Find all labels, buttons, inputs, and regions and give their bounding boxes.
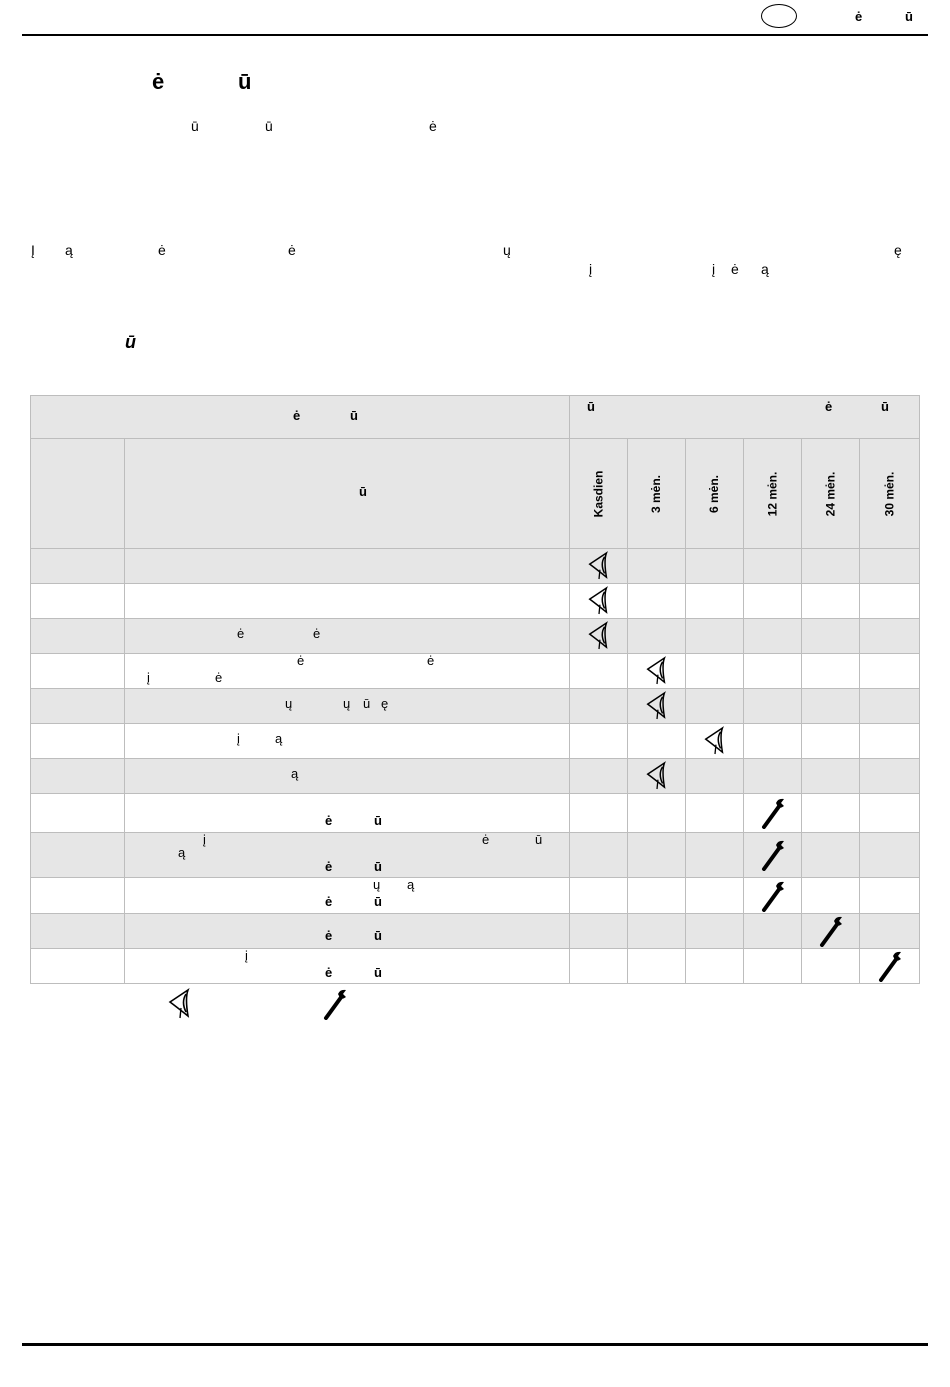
- para-char: ė: [158, 242, 166, 258]
- table-row: [31, 549, 920, 584]
- interval-cell: [802, 654, 860, 689]
- wrench-icon: [758, 880, 788, 912]
- interval-cell: [860, 619, 920, 654]
- row-desc-text: ą: [178, 845, 186, 860]
- row-desc-text: ą: [407, 877, 415, 892]
- interval-cell: [860, 549, 920, 584]
- para-char: į: [589, 261, 593, 277]
- row-desc-text: ū: [363, 696, 371, 711]
- interval-cell: [570, 949, 628, 984]
- row-desc-cell: [125, 878, 570, 914]
- table-row: [31, 794, 920, 833]
- row-code-cell: [31, 914, 125, 949]
- interval-cell: [860, 584, 920, 619]
- row-desc-cell: [125, 549, 570, 584]
- row-desc-cell: [125, 794, 570, 833]
- interval-cell: [860, 759, 920, 794]
- interval-cell: [628, 949, 686, 984]
- row-desc-text: ė: [325, 928, 333, 943]
- interval-cell: [628, 878, 686, 914]
- interval-header: [686, 439, 744, 549]
- interval-cell: [860, 833, 920, 878]
- table-col-header-code: [31, 439, 125, 549]
- table-row: [31, 878, 920, 914]
- interval-cell: [802, 619, 860, 654]
- interval-cell: [802, 549, 860, 584]
- intro-char-3: ė: [429, 118, 437, 134]
- eye-icon: [644, 761, 670, 791]
- interval-cell: [628, 833, 686, 878]
- interval-label: 3 mėn.: [649, 474, 664, 513]
- interval-cell: [802, 949, 860, 984]
- interval-header: [628, 439, 686, 549]
- row-desc-cell: [125, 689, 570, 724]
- interval-cell: [570, 914, 628, 949]
- interval-cell: [860, 724, 920, 759]
- para-char: ė: [288, 242, 296, 258]
- header-text-1: ė: [855, 9, 863, 24]
- interval-cell: [802, 914, 860, 949]
- table-row: [31, 619, 920, 654]
- interval-cell: [686, 584, 744, 619]
- row-desc-text: ū: [374, 813, 382, 828]
- page-title-part1: ė: [152, 69, 165, 94]
- table-row: [31, 654, 920, 689]
- row-code-cell: [31, 724, 125, 759]
- wrench-icon: [320, 988, 350, 1020]
- interval-header: [570, 439, 628, 549]
- interval-cell: [686, 724, 744, 759]
- row-desc-text: ė: [427, 653, 435, 668]
- interval-cell: [628, 549, 686, 584]
- interval-cell: [686, 549, 744, 584]
- row-desc-text: į: [147, 670, 150, 685]
- row-code-cell: [31, 949, 125, 984]
- interval-cell: [744, 949, 802, 984]
- interval-cell: [744, 549, 802, 584]
- row-desc-cell: [125, 833, 570, 878]
- para-char: ą: [65, 242, 73, 258]
- row-code-cell: [31, 833, 125, 878]
- interval-cell: [628, 584, 686, 619]
- row-code-cell: [31, 689, 125, 724]
- interval-cell: [570, 689, 628, 724]
- row-desc-text: ū: [535, 832, 543, 847]
- row-code-cell: [31, 549, 125, 584]
- interval-cell: [686, 654, 744, 689]
- table-row: [31, 949, 920, 984]
- row-code-cell: [31, 878, 125, 914]
- interval-cell: [570, 794, 628, 833]
- row-desc-text: ų: [373, 877, 381, 892]
- interval-cell: [802, 878, 860, 914]
- para-char: ę: [894, 242, 902, 258]
- interval-header: [802, 439, 860, 549]
- row-desc-text: ū: [374, 928, 382, 943]
- wrench-icon: [758, 797, 788, 829]
- interval-cell: [744, 878, 802, 914]
- desc-header-text: ū: [359, 484, 367, 499]
- row-desc-text: ė: [325, 965, 333, 980]
- section-title: ū: [125, 332, 136, 352]
- row-desc-text: ė: [237, 626, 245, 641]
- interval-cell: [802, 759, 860, 794]
- intro-char-1: ū: [191, 118, 199, 134]
- maintenance-table: [30, 395, 920, 984]
- wrench-icon: [758, 839, 788, 871]
- interval-cell: [802, 584, 860, 619]
- page-title-part2: ū: [238, 69, 252, 94]
- interval-cell: [570, 654, 628, 689]
- header-char: ū: [350, 408, 358, 423]
- eye-icon: [644, 656, 670, 686]
- row-desc-cell: [125, 724, 570, 759]
- interval-cell: [628, 654, 686, 689]
- row-desc-text: į: [203, 832, 206, 847]
- interval-cell: [802, 794, 860, 833]
- eye-icon: [166, 988, 194, 1020]
- interval-cell: [570, 549, 628, 584]
- interval-cell: [686, 949, 744, 984]
- header-char: ū: [587, 399, 595, 414]
- interval-cell: [686, 914, 744, 949]
- interval-cell: [744, 619, 802, 654]
- interval-cell: [744, 794, 802, 833]
- row-desc-text: ū: [374, 894, 382, 909]
- header-char: ė: [825, 399, 833, 414]
- interval-cell: [628, 794, 686, 833]
- interval-cell: [628, 759, 686, 794]
- row-desc-text: į: [245, 948, 248, 963]
- row-desc-text: ė: [297, 653, 305, 668]
- interval-cell: [686, 759, 744, 794]
- row-desc-text: ė: [482, 832, 490, 847]
- header-char: ė: [293, 408, 301, 423]
- interval-header: [744, 439, 802, 549]
- language-badge: [761, 4, 797, 28]
- interval-cell: [744, 584, 802, 619]
- interval-cell: [628, 689, 686, 724]
- intro-char-2: ū: [265, 118, 273, 134]
- row-desc-text: į: [237, 731, 240, 746]
- para-char: ą: [761, 261, 769, 277]
- interval-cell: [686, 833, 744, 878]
- row-desc-cell: [125, 654, 570, 689]
- interval-cell: [570, 878, 628, 914]
- interval-cell: [628, 914, 686, 949]
- row-desc-cell: [125, 584, 570, 619]
- row-desc-text: ą: [275, 731, 283, 746]
- interval-cell: [744, 833, 802, 878]
- interval-cell: [570, 584, 628, 619]
- interval-cell: [570, 759, 628, 794]
- para-char: į: [712, 261, 716, 277]
- table-header-left: [31, 396, 570, 439]
- interval-cell: [860, 949, 920, 984]
- row-desc-cell: [125, 619, 570, 654]
- row-desc-text: ė: [313, 626, 321, 641]
- interval-cell: [802, 724, 860, 759]
- row-desc-text: ę: [381, 696, 389, 711]
- row-code-cell: [31, 619, 125, 654]
- interval-cell: [744, 689, 802, 724]
- interval-cell: [860, 878, 920, 914]
- table-row: [31, 914, 920, 949]
- row-desc-cell: [125, 759, 570, 794]
- interval-cell: [628, 724, 686, 759]
- interval-cell: [686, 794, 744, 833]
- interval-label: Kasdien: [591, 470, 606, 517]
- interval-cell: [628, 619, 686, 654]
- footer-rule: [22, 1343, 928, 1346]
- interval-cell: [570, 619, 628, 654]
- para-char: ė: [731, 261, 739, 277]
- interval-cell: [860, 794, 920, 833]
- row-desc-text: ė: [325, 859, 333, 874]
- interval-header: [860, 439, 920, 549]
- interval-cell: [686, 878, 744, 914]
- row-desc-cell: [125, 949, 570, 984]
- para-char: Į: [31, 242, 35, 258]
- row-desc-text: ą: [291, 766, 299, 781]
- table-header-right: [570, 396, 920, 439]
- row-desc-cell: [125, 914, 570, 949]
- interval-cell: [744, 654, 802, 689]
- row-desc-text: ė: [325, 894, 333, 909]
- interval-cell: [802, 833, 860, 878]
- interval-cell: [686, 619, 744, 654]
- header-rule: [22, 34, 928, 36]
- row-code-cell: [31, 759, 125, 794]
- row-desc-text: ų: [285, 696, 293, 711]
- wrench-icon: [875, 950, 905, 982]
- interval-cell: [570, 833, 628, 878]
- row-code-cell: [31, 654, 125, 689]
- row-code-cell: [31, 794, 125, 833]
- table-col-header-desc: [125, 439, 570, 549]
- eye-icon: [702, 726, 728, 756]
- interval-cell: [744, 759, 802, 794]
- row-desc-text: ū: [374, 859, 382, 874]
- eye-icon: [586, 621, 612, 651]
- row-desc-text: ų: [343, 696, 351, 711]
- header-char: ū: [881, 399, 889, 414]
- interval-cell: [686, 689, 744, 724]
- interval-cell: [744, 914, 802, 949]
- interval-cell: [860, 654, 920, 689]
- eye-icon: [586, 586, 612, 616]
- table-row: [31, 689, 920, 724]
- row-code-cell: [31, 584, 125, 619]
- interval-label: 12 mėn.: [765, 471, 780, 516]
- eye-icon: [586, 551, 612, 581]
- row-desc-text: ė: [215, 670, 223, 685]
- wrench-icon: [816, 915, 846, 947]
- interval-cell: [860, 914, 920, 949]
- table-row: [31, 833, 920, 878]
- interval-cell: [802, 689, 860, 724]
- row-desc-text: ū: [374, 965, 382, 980]
- header-text-2: ū: [905, 9, 913, 24]
- table-row: [31, 759, 920, 794]
- interval-cell: [860, 689, 920, 724]
- interval-label: 24 mėn.: [823, 471, 838, 516]
- interval-cell: [570, 724, 628, 759]
- eye-icon: [644, 691, 670, 721]
- interval-label: 30 mėn.: [882, 471, 897, 516]
- table-row: [31, 584, 920, 619]
- table-row: [31, 724, 920, 759]
- interval-label: 6 mėn.: [707, 474, 722, 513]
- row-desc-text: ė: [325, 813, 333, 828]
- interval-cell: [744, 724, 802, 759]
- para-char: ų: [503, 242, 511, 258]
